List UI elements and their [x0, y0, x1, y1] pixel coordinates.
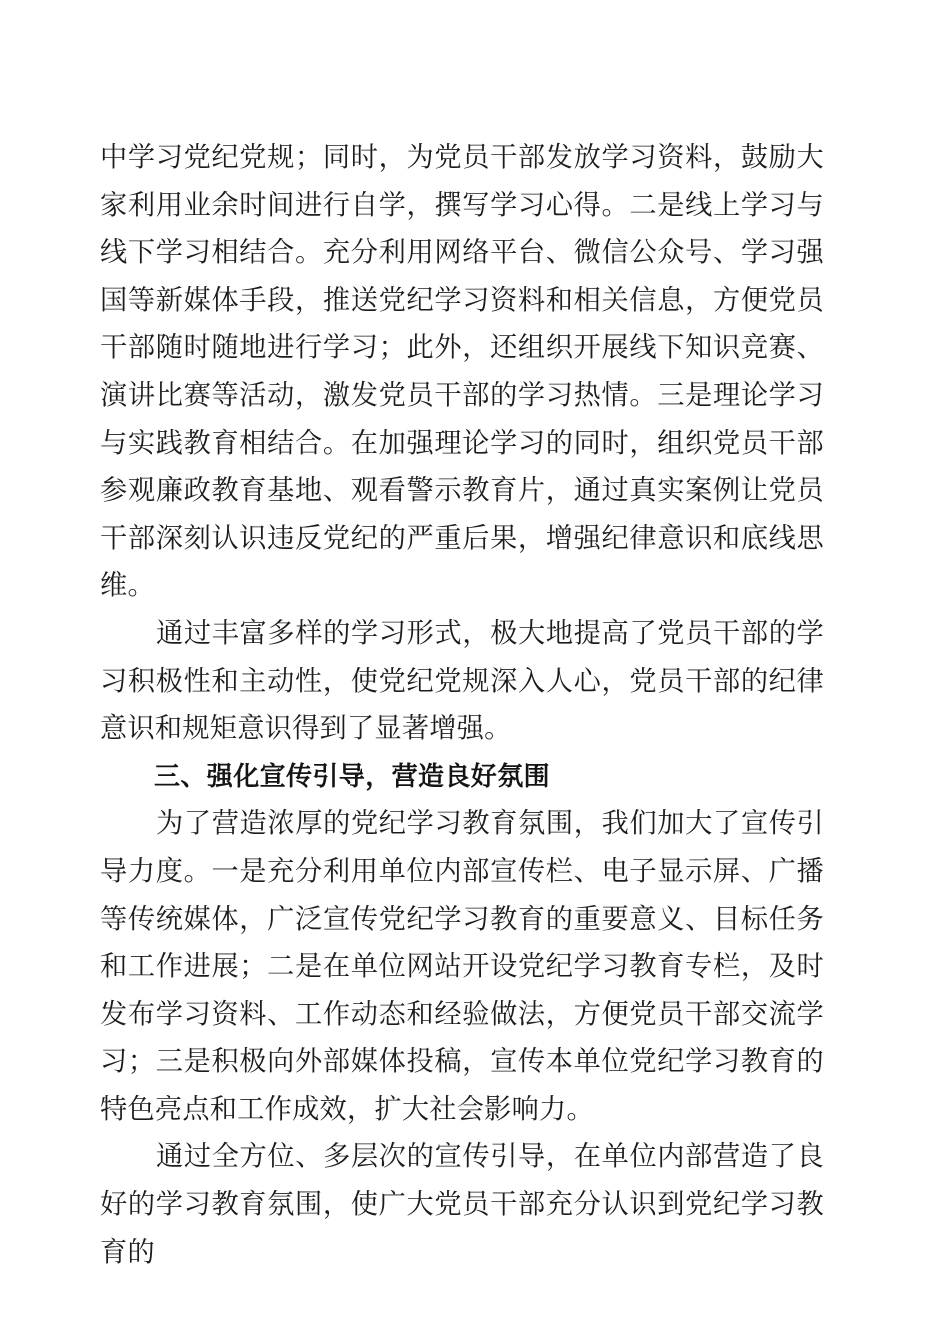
paragraph-learning-forms-summary: 通过丰富多样的学习形式，极大地提高了党员干部的学习积极性和主动性，使党纪党规深入人心，党员干部的纪律意识和规矩意识得到了显著增强。: [100, 617, 824, 745]
document-text-body: [100, 134, 824, 1276]
paragraph-publicity-summary: 通过全方位、多层次的宣传引导，在单位内部营造了良好的学习教育氛围，使广大党员干部充分认识到党纪学习教育的: [100, 1141, 824, 1268]
section-heading-three: 三、强化宣传引导，营造良好氛围: [154, 760, 551, 791]
paragraph-learning-forms-continued: 中学习党纪党规；同时，为党员干部发放学习资料，鼓励大家利用业余时间进行自学，撰写学习心得。二是线上学习与线下学习相结合。充分利用网络平台、微信公众号、学习强国等新媒体手段，推送党纪学习资料和相关信息，方便党员干部随时随地进行学习；此外，还组织开展线下知识竞赛、演讲比赛等活动，激发党员干部的学习热情。三是理论学习与实践教育相结合。在加强理论学习的同时，组织党员干部参观廉政教育基地、观看警示教育片，通过真实案例让党员干部深刻认识违反党纪的严重后果，增强纪律意识和底线思维。: [100, 142, 824, 602]
paragraph-publicity-measures: 为了营造浓厚的党纪学习教育氛围，我们加大了宣传引导力度。一是充分利用单位内部宣传栏、电子显示屏、广播等传统媒体，广泛宣传党纪学习教育的重要意义、目标任务和工作进展；二是在单位网站开设党纪学习教育专栏，及时发布学习资料、工作动态和经验做法，方便党员干部交流学习；三是积极向外部媒体投稿，宣传本单位党纪学习教育的特色亮点和工作成效，扩大社会影响力。: [100, 808, 824, 1125]
